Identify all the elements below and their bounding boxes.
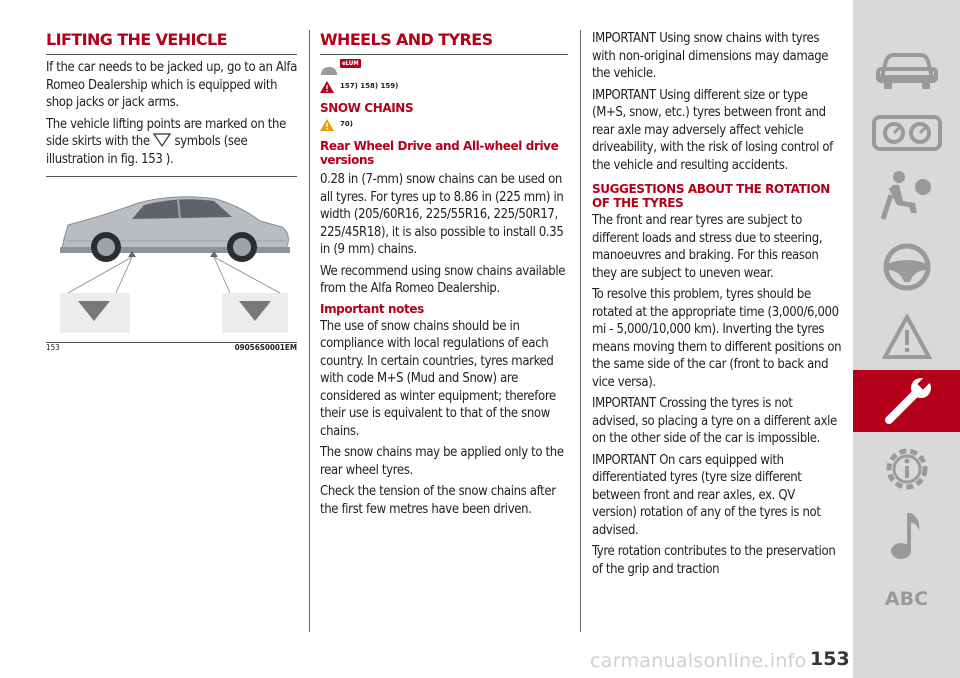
- car-side-illustration: [46, 177, 297, 342]
- car-small-icon: [320, 65, 338, 77]
- sidebar-item-maintenance[interactable]: [853, 370, 960, 432]
- steering-wheel-icon: [882, 242, 932, 292]
- lifting-paragraph-1: If the car needs to be jacked up, go to an Alfa Romeo Dealership which is equipped with shop jacks or jack arms.: [46, 60, 298, 110]
- wheels-paragraph-2: We recommend using snow chains available from the Alfa Romeo Dealership.: [320, 263, 566, 296]
- figure-number: 153: [46, 343, 60, 352]
- wheels-paragraph-3: The use of snow chains should be in compliance with local regulations of each country. In certain countries, tyres marked with code M+S (Mud and Snow) are considered as winter equipment; therefore their use is equivalent to that of the snow chains.: [320, 318, 556, 439]
- left-column: [46, 30, 297, 168]
- sidebar-item-dashboard[interactable]: [853, 102, 960, 164]
- spacer: [592, 174, 842, 182]
- wrench-icon: [879, 376, 935, 426]
- sidebar-item-safety[interactable]: [853, 164, 960, 226]
- figure-caption: [46, 343, 297, 352]
- warning-references: 157) 158) 159): [340, 82, 399, 90]
- watermark: carmanualsonline.info: [590, 650, 807, 672]
- seat-airbag-icon: [877, 169, 937, 221]
- sidebar-item-multimedia[interactable]: [853, 504, 960, 566]
- section-title-wheels: WHEELS AND TYRES: [320, 30, 568, 55]
- column-divider: [309, 30, 310, 632]
- lifting-paragraph-2: [46, 116, 297, 169]
- middle-column: [320, 30, 568, 518]
- warning-triangle-icon: [320, 81, 334, 93]
- right-column: [592, 30, 842, 578]
- sidebar-item-car[interactable]: [853, 38, 960, 100]
- right-paragraph-4: To resolve this problem, tyres should be rotated at the appropriate time (3,000/6,000 mi - 5,000/10,000 km). Inverting the tyres means moving them to different positions on the same side of the car (front to back and vice versa).: [592, 287, 842, 390]
- rotation-title: SUGGESTIONS ABOUT THE ROTATION OF THE TYRES: [592, 182, 830, 210]
- right-paragraph-1: IMPORTANT Using snow chains with tyres with non-original dimensions may damage the vehicle.: [592, 31, 829, 81]
- right-paragraph-2: IMPORTANT Using different size or type (M+S, snow, etc.) tyres between front and rear axle may adversely affect vehicle driveability, with the risk of losing control of the vehicle and resulting accidents.: [592, 87, 833, 173]
- caution-refs-row: [320, 117, 568, 133]
- column-divider: [580, 30, 581, 632]
- elum-row: [320, 59, 568, 79]
- warning-refs-row: [320, 79, 568, 95]
- caution-triangle-icon: [320, 119, 334, 131]
- page-number: 153: [810, 648, 850, 670]
- rwd-title: Rear Wheel Drive and All-wheel drive versions: [320, 139, 559, 167]
- sidebar-item-specs[interactable]: [853, 438, 960, 500]
- lift-point-symbol-icon: [153, 133, 171, 147]
- wheels-paragraph-4: The snow chains may be applied only to the rear wheel tyres.: [320, 445, 564, 478]
- sidebar-item-emergency[interactable]: [853, 306, 960, 368]
- right-paragraph-3: The front and rear tyres are subject to different loads and stress due to steering, manoeuvres and braking. For this reason they are subject to uneven wear.: [592, 213, 823, 281]
- sidebar-item-index[interactable]: [853, 568, 960, 630]
- dashboard-gauges-icon: [872, 113, 942, 153]
- figure-code: 09056S0001EM: [234, 343, 297, 352]
- right-paragraph-6: IMPORTANT On cars equipped with differentiated tyres (tyre size different between front and rear axles, ex. QV version) rotation of any of the tyres is not advised.: [592, 452, 821, 538]
- lifting-paragraph-2b: symbols (see illustration in fig. 153 ).: [46, 134, 248, 167]
- elum-badge: eLUM: [342, 60, 359, 67]
- chapter-sidebar: [853, 0, 960, 678]
- vehicle-lifting-figure: [46, 176, 297, 343]
- wheels-paragraph-5: Check the tension of the snow chains after the first few metres have been driven.: [320, 484, 556, 517]
- wheels-paragraph-1: 0.28 in (7-mm) snow chains can be used on all tyres. For tyres up to 8.86 in (225 mm) in width (205/60R16, 225/55R16, 225/50R17, 225/45R18), it is also possible to install 0.35 in (9 mm) chains.: [320, 172, 564, 257]
- right-paragraph-7: Tyre rotation contributes to the preservation of the grip and traction: [592, 544, 836, 577]
- warning-triangle-icon: [882, 314, 932, 360]
- right-paragraph-5: IMPORTANT Crossing the tyres is not advised, so placing a tyre on a different axle on the other side of the car is impossible.: [592, 396, 837, 446]
- abc-index-icon: ABC: [884, 588, 929, 610]
- lifting-paragraph-2a: The vehicle lifting points are marked on the side skirts with the: [46, 116, 286, 149]
- car-icon: [872, 47, 942, 91]
- section-title-lifting: LIFTING THE VEHICLE: [46, 30, 297, 55]
- snow-chains-title: SNOW CHAINS: [320, 101, 414, 115]
- important-notes-title: Important notes: [320, 301, 424, 316]
- caution-references: 70): [340, 120, 353, 128]
- sidebar-item-driving[interactable]: [853, 236, 960, 298]
- gear-info-icon: [881, 443, 933, 495]
- music-note-icon: [887, 509, 927, 561]
